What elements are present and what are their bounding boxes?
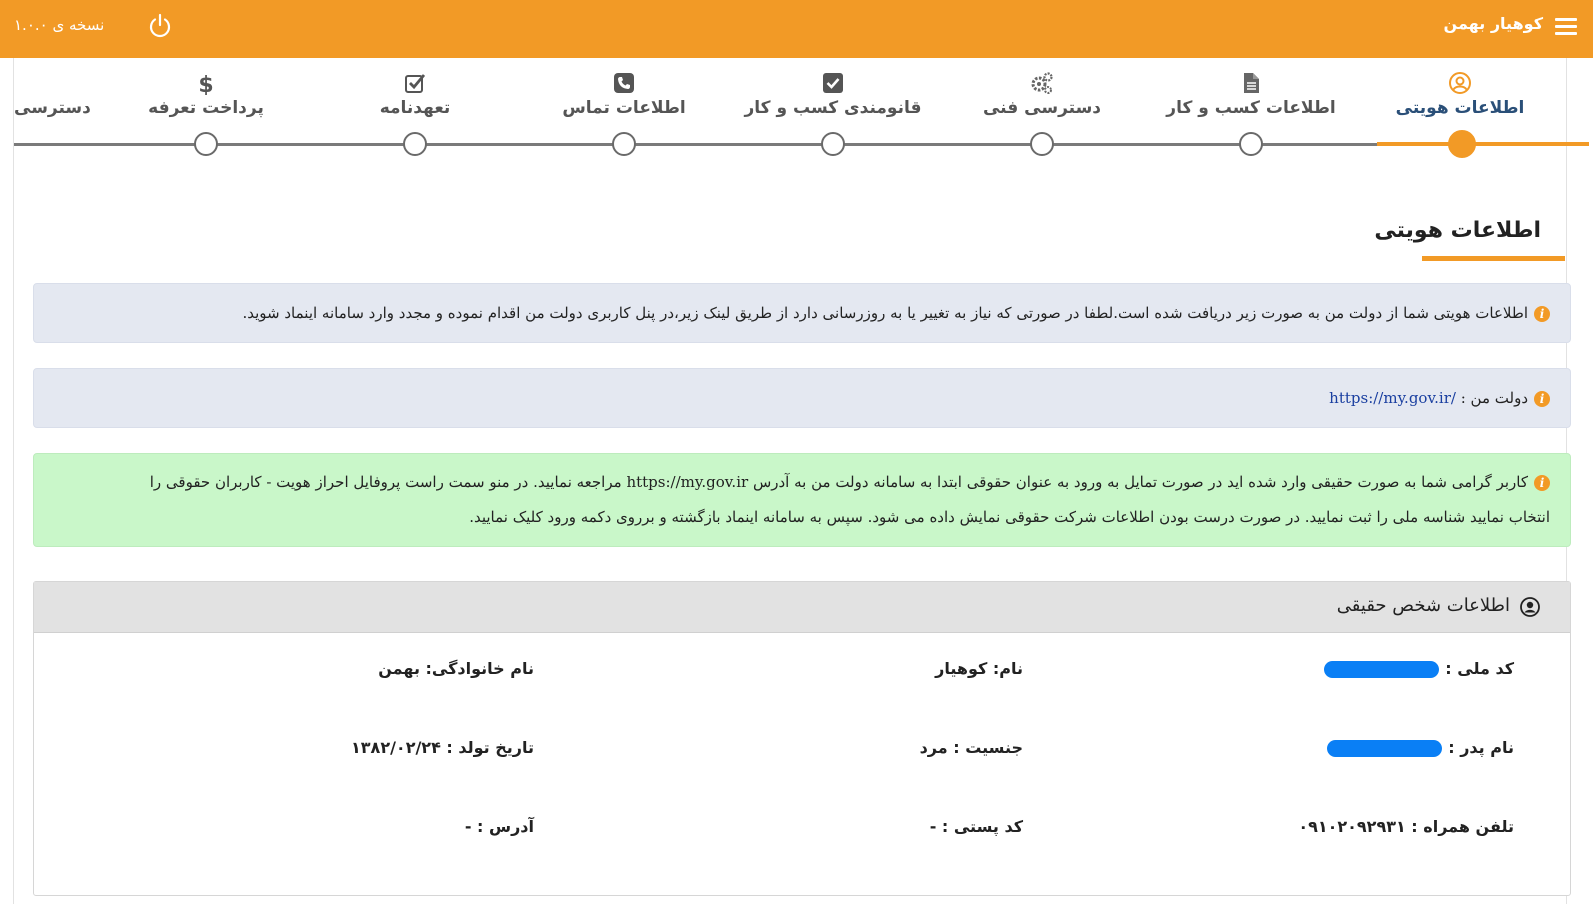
alert-text-part1: کاربر گرامی شما به صورت حقیقی وارد شده اید در صورت تمایل به ورود به عنوان حقوقی ابتدا به سامانه دولت من به آدرس: [752, 473, 1528, 491]
mygov-link-alert: [33, 368, 1571, 428]
first-name-field: نام: کوهیار: [935, 659, 1023, 678]
page-title: اطلاعات هویتی: [1374, 218, 1541, 243]
mobile-field: تلفن همراه : ۰۹۱۰۲۰۹۲۹۳۱: [1298, 817, 1514, 836]
field-label: نام پدر :: [1448, 738, 1514, 757]
step-label: اطلاعات تماس: [562, 98, 686, 118]
field-label: کد ملی :: [1445, 659, 1514, 678]
step-label: اطلاعات کسب و کار: [1166, 98, 1336, 118]
address-field: آدرس : -: [464, 817, 534, 836]
step-access[interactable]: [14, 68, 94, 168]
user-name-title: کوهیار بهمن: [1443, 14, 1543, 33]
step-business-info[interactable]: [1156, 68, 1346, 168]
step-indicator: [612, 132, 636, 156]
mygov-address: https://my.gov.ir: [626, 473, 749, 491]
document-icon: [1239, 71, 1263, 95]
frame-border-left: [13, 58, 14, 904]
last-name-field: نام خانوادگی: بهمن: [378, 659, 534, 678]
step-technical-access[interactable]: [947, 68, 1137, 168]
step-indicator: [403, 132, 427, 156]
identity-info-alert: [33, 283, 1571, 343]
masked-value: [1327, 740, 1442, 757]
power-icon[interactable]: [147, 13, 173, 39]
info-icon: i: [1534, 391, 1550, 407]
card-title: اطلاعات شخص حقیقی: [1336, 595, 1510, 616]
step-label: دسترسی: [14, 98, 91, 118]
step-label: قانومندی کسب و کار: [744, 98, 922, 118]
wizard-stepper: [0, 58, 1593, 178]
father-name-field: [1327, 738, 1514, 757]
step-tariff-payment[interactable]: [111, 68, 301, 168]
step-identity-info[interactable]: [1365, 68, 1555, 168]
gender-field: جنسیت : مرد: [919, 738, 1023, 757]
step-label: دسترسی فنی: [982, 98, 1102, 118]
check-square-icon: [403, 71, 427, 95]
alert-text: اطلاعات هویتی شما از دولت من به صورت زیر دریافت شده است.لطفا در صورتی که نیاز به تغییر یا به روزرسانی دارد از طریق لینک زیر،در پنل کاربری دولت من اقدام نموده و مجدد وارد سامانه اینماد شوید.: [242, 304, 1528, 322]
hamburger-icon[interactable]: [1555, 14, 1577, 38]
svg-text:$: $: [198, 73, 214, 95]
title-underline: [1422, 256, 1565, 261]
step-commitment[interactable]: [320, 68, 510, 168]
checkbox-icon: [821, 71, 845, 95]
step-indicator: [1239, 132, 1263, 156]
step-label: اطلاعات هویتی: [1395, 98, 1525, 118]
card-header: [34, 582, 1570, 633]
step-label: پرداخت تعرفه: [148, 98, 264, 118]
phone-icon: [612, 71, 636, 95]
version-label: نسخه ی ۱.۰.۰: [14, 16, 105, 34]
user-circle-icon: [1520, 597, 1540, 617]
mygov-link[interactable]: https://my.gov.ir/: [1329, 389, 1456, 407]
postal-code-field: کد پستی : -: [929, 817, 1023, 836]
step-business-legality[interactable]: [738, 68, 928, 168]
masked-value: [1324, 661, 1439, 678]
user-circle-icon: [1448, 71, 1472, 95]
step-indicator: [821, 132, 845, 156]
person-info-card: [33, 581, 1571, 896]
birth-date-field: تاریخ تولد : ۱۳۸۲/۰۲/۲۴: [351, 738, 534, 757]
link-label: دولت من :: [1460, 389, 1528, 407]
alert-text-part2: مراجعه نمایید. در منو سمت راست پروفایل احراز هویت - کاربران حقوقی را: [149, 473, 622, 491]
gears-icon: [1030, 71, 1054, 95]
info-icon: i: [1534, 306, 1550, 322]
step-indicator: [194, 132, 218, 156]
national-code-field: [1324, 659, 1514, 678]
top-bar: [0, 0, 1593, 58]
dollar-icon: [194, 71, 218, 95]
step-label: تعهدنامه: [379, 98, 451, 118]
info-icon: i: [1534, 475, 1550, 491]
step-indicator: [1448, 130, 1476, 158]
legal-user-alert: [33, 453, 1571, 547]
step-contact-info[interactable]: [529, 68, 719, 168]
alert-text-line2: انتخاب نمایید شناسه ملی را ثبت نمایید. در صورت درست بودن اطلاعات شرکت حقوقی نمایش داده می شود. سپس به سامانه اینماد بازگشته و برروی دکمه ورود کلیک نمایید.: [469, 508, 1550, 526]
step-indicator: [1030, 132, 1054, 156]
